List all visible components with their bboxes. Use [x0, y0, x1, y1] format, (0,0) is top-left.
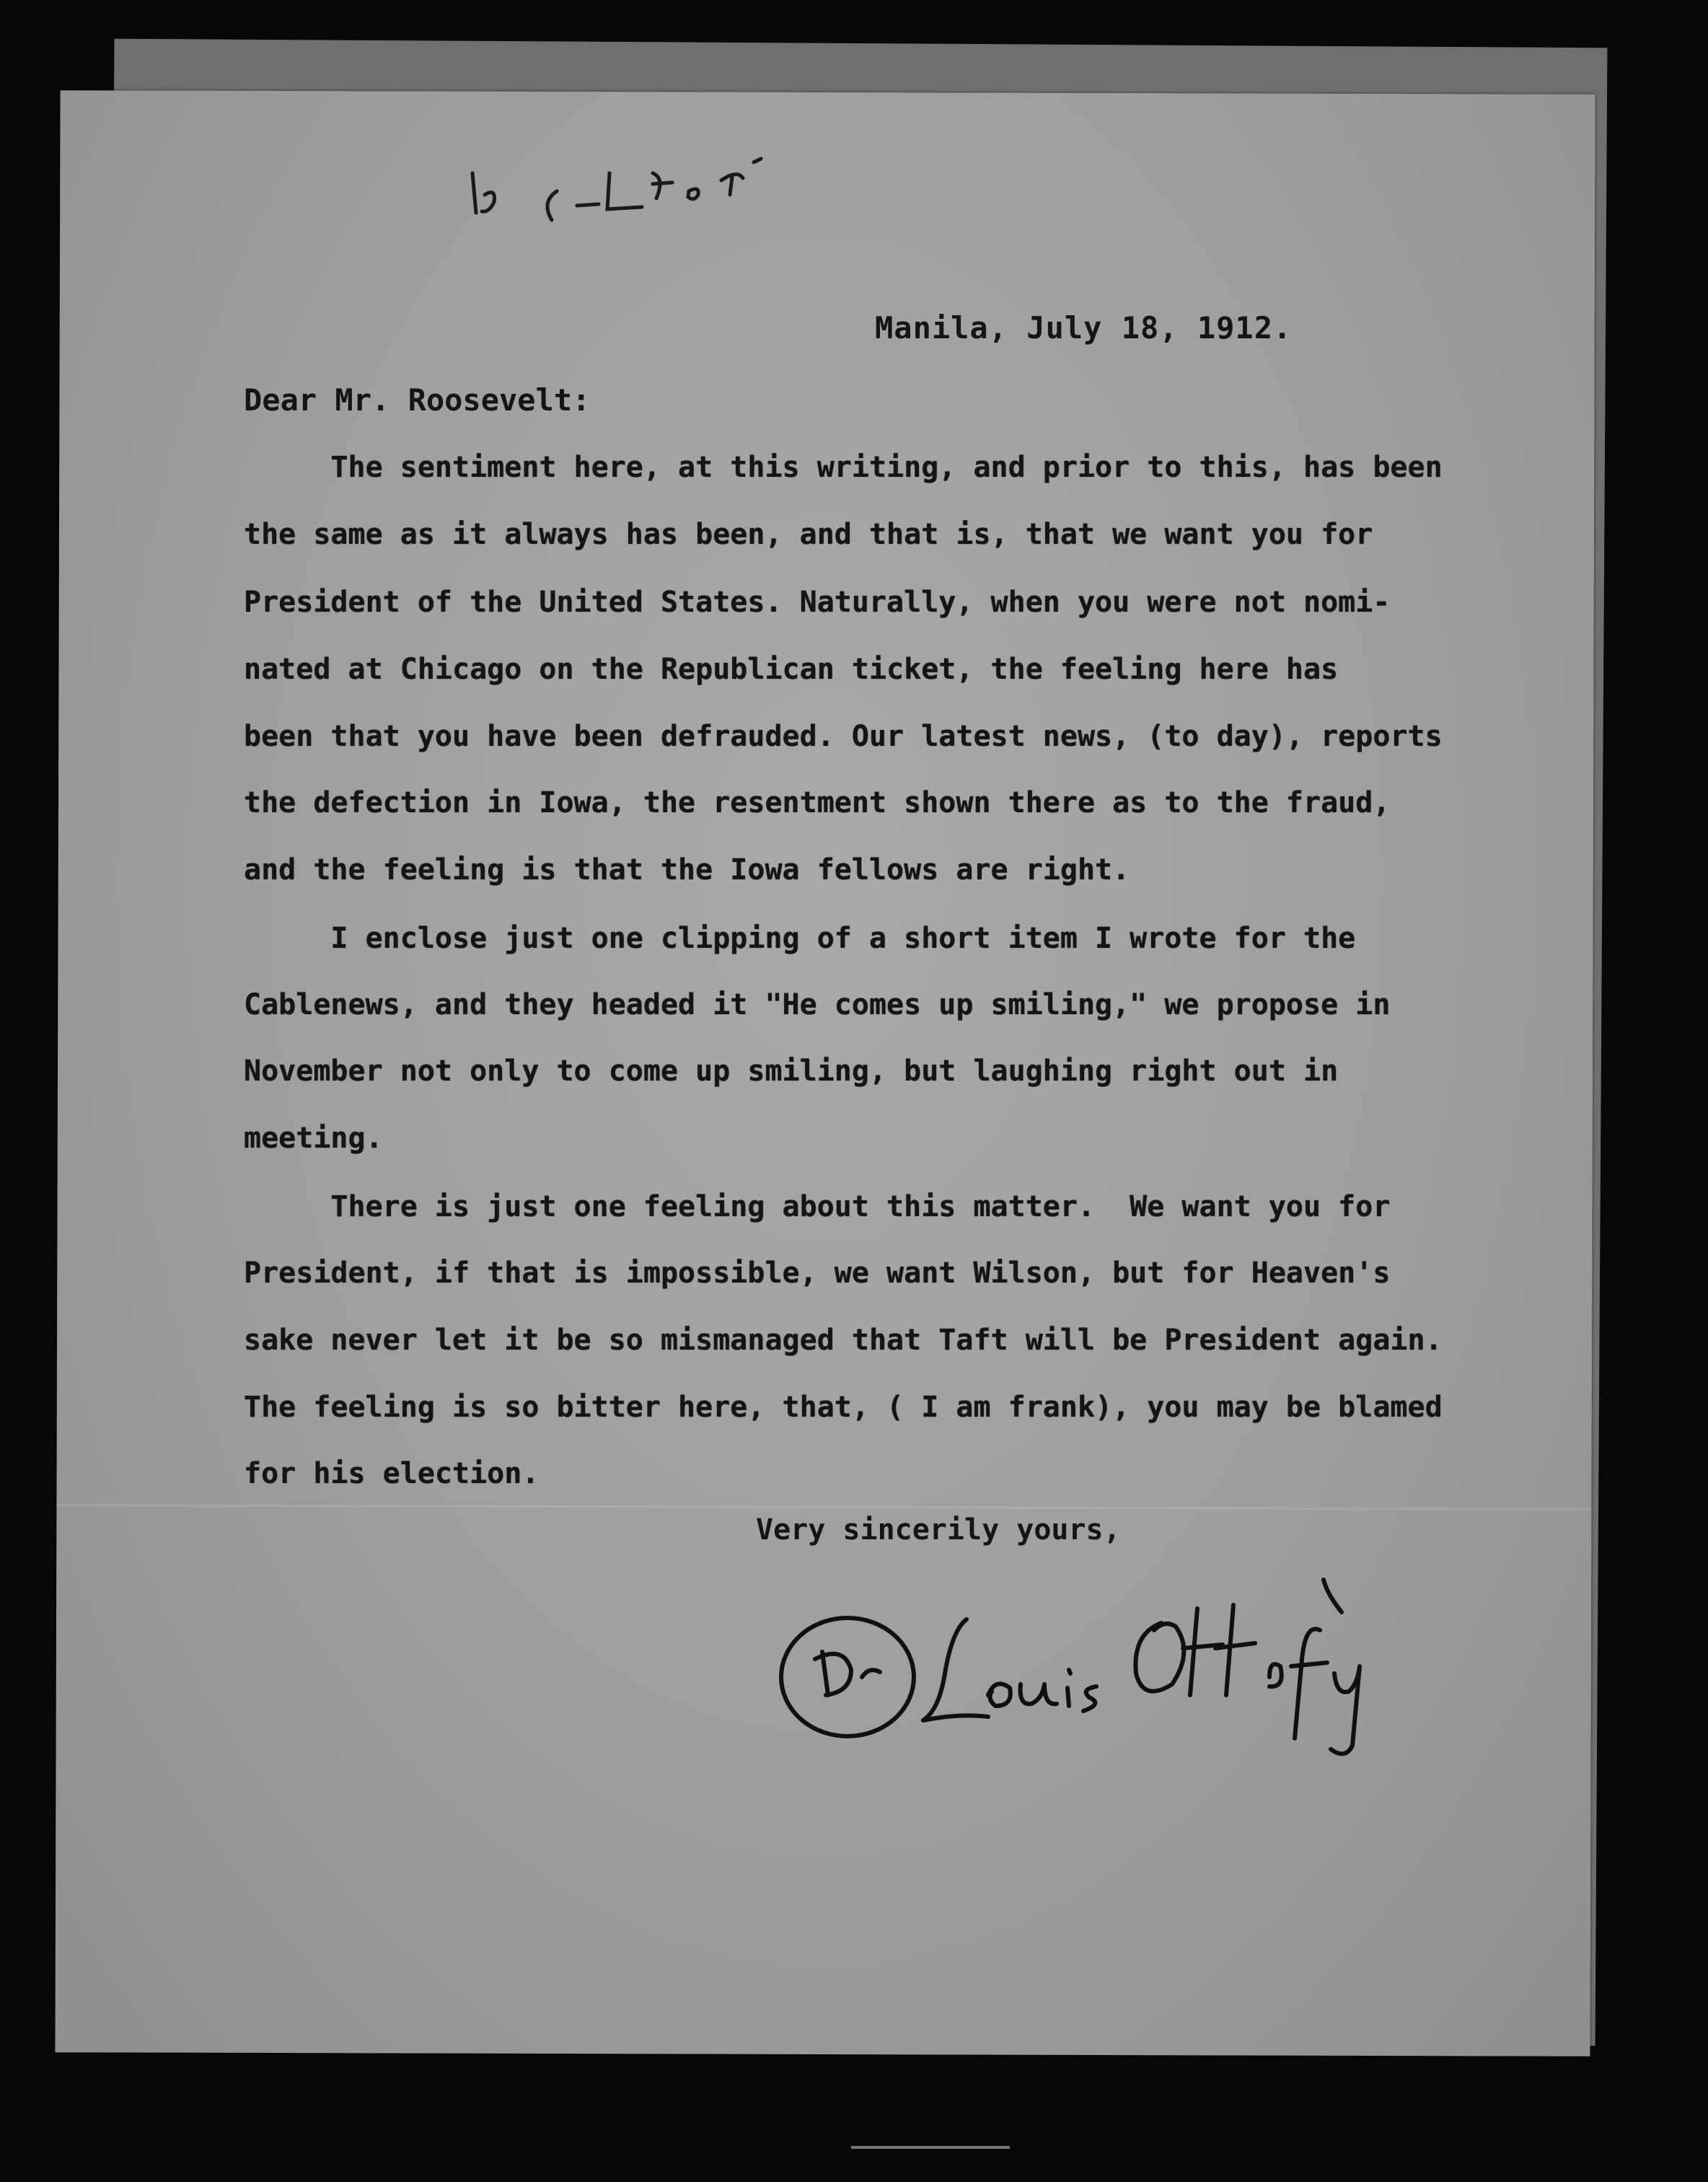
body-line-9: Cablenews, and they headed it "He comes up smiling," we propose in	[244, 988, 1391, 1021]
body-line-5: been that you have been defrauded. Our latest news, (to day), reports	[244, 720, 1443, 753]
handwritten-docket-mark	[404, 119, 779, 249]
body-line-12: There is just one feeling about this matter. We want you for	[244, 1190, 1391, 1223]
body-line-11: meeting.	[244, 1122, 383, 1155]
body-line-10: November not only to come up smiling, but laughing right out in	[244, 1055, 1339, 1088]
complimentary-close: Very sincerily yours,	[756, 1513, 1121, 1547]
handwritten-signature	[772, 1551, 1421, 1760]
body-line-8: I enclose just one clipping of a short item I wrote for the	[244, 922, 1356, 955]
body-line-1: The sentiment here, at this writing, and prior to this, has been	[244, 451, 1443, 484]
body-line-15: The feeling is so bitter here, that, ( I am frank), you may be blamed	[244, 1391, 1443, 1424]
body-line-3: President of the United States. Naturally, when you were not nomi-	[244, 586, 1391, 619]
salutation: Dear Mr. Roosevelt:	[244, 382, 591, 418]
dateline: Manila, July 18, 1912.	[875, 310, 1293, 346]
body-line-7: and the feeling is that the Iowa fellows are right.	[244, 853, 1130, 887]
body-line-2: the same as it always has been, and that is, that we want you for	[244, 518, 1373, 551]
body-line-4: nated at Chicago on the Republican ticket, the feeling here has	[244, 653, 1339, 686]
page-fold	[56, 1504, 1591, 1510]
body-line-6: the defection in Iowa, the resentment shown there as to the fraud,	[244, 786, 1391, 819]
body-line-16: for his election.	[244, 1457, 540, 1490]
body-line-14: sake never let it be so mismanaged that Taft will be President again.	[244, 1324, 1443, 1357]
body-line-13: President, if that is impossible, we want Wilson, but for Heaven's	[244, 1257, 1391, 1290]
bottom-edge-mark	[851, 2146, 1010, 2149]
